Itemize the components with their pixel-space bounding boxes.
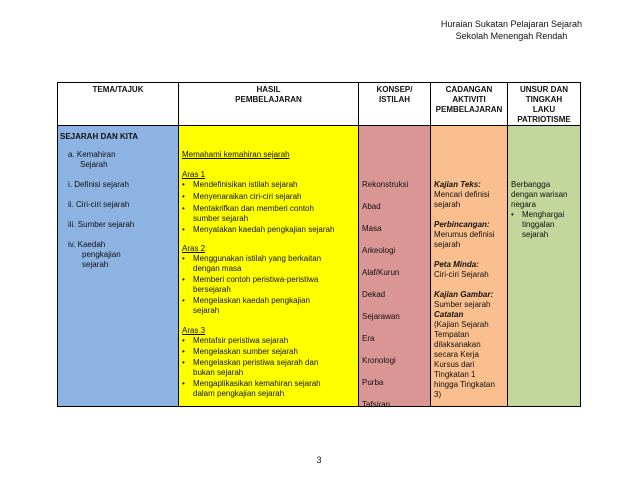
konsep-item: Purba (362, 378, 384, 387)
activity-text: Tingkatan 1 (434, 370, 476, 379)
aras-2-item-2-cont: bersejarah (193, 285, 231, 294)
hasil-heading: Memahami kemahiran sejarah (182, 150, 290, 159)
header-line-1: Huraian Sukatan Pelajaran Sejarah (440, 19, 582, 29)
konsep-item: Kronologi (362, 356, 396, 365)
aras-1-item-1: • Mendefinisikan istilah sejarah (193, 180, 298, 190)
activity-text: hingga Tingkatan (434, 380, 495, 389)
aras-2-item-3-cont: sejarah (193, 306, 220, 315)
aras-3-label: Aras 3 (182, 326, 206, 335)
document-header (441, 18, 582, 42)
page-number: 3 (316, 455, 322, 465)
aras-3-item-2: • Mengelaskan sumber sejarah (193, 347, 298, 357)
tema-iv-line1: iv. Kaedah (68, 240, 106, 249)
konsep-item: Sejarawan (362, 312, 400, 321)
aras-3-item-1: • Mentafsir peristiwa sejarah (193, 336, 288, 346)
activity-text: Kursus dari (434, 360, 475, 369)
activity-text: (Kajian Sejarah (434, 320, 489, 329)
tema-ii: ii. Ciri-ciri sejarah (68, 200, 130, 209)
tema-iii: iii. Sumber sejarah (68, 220, 135, 229)
col-header-hasil: HASIL PEMBELAJARAN (179, 83, 359, 126)
header-line-2: Sekolah Menengah Rendah (455, 31, 568, 41)
activity-text: secara Kerja (434, 350, 479, 359)
tema-i: i. Definisi sejarah (68, 180, 129, 189)
konsep-item: Dekad (362, 290, 386, 299)
aras-2-item-3: • Mengelaskan kaedah pengkajian (193, 296, 310, 306)
aras-1-item-3-cont: sumber sejarah (193, 214, 249, 223)
aras-2-item-1: • Menggunakan istilah yang berkaitan (193, 254, 321, 264)
col-header-unsur: UNSUR DAN TINGKAH LAKU PATRIOTISME (508, 83, 581, 126)
aras-1-label: Aras 1 (182, 170, 206, 179)
aras-1-item-2: • Menyenaraikan ciri-ciri sejarah (193, 192, 301, 202)
activity-text: Sumber sejarah (434, 300, 491, 309)
unsur-text: tinggalan (522, 220, 555, 229)
konsep-item: Abad (362, 202, 381, 211)
aras-3-item-3: • Mengelaskan peristiwa sejarah dan (193, 358, 318, 368)
tema-a-line1: a. Kemahiran (68, 150, 116, 159)
konsep-item: Tafsiran (362, 400, 391, 409)
aras-1-item-4: • Menyatakan kaedah pengkajian sejarah (193, 225, 334, 235)
activity-text: sejarah (434, 200, 461, 209)
aras-2-item-1-cont: dengan masa (193, 264, 242, 273)
activity-kajian-gambar: Kajian Gambar: (434, 290, 494, 299)
konsep-item: Arkeologi (362, 246, 396, 255)
aras-2-item-2: • Memberi contoh peristiwa-peristiwa (193, 275, 318, 285)
activity-catatan: Catatan (434, 310, 464, 319)
tema-a-line2: Sejarah (80, 160, 108, 169)
cadangan-cell (431, 126, 508, 407)
activity-text: sejarah (434, 240, 461, 249)
unsur-text: dengan warisan (511, 190, 568, 199)
col-header-cadangan: CADANGAN AKTIVITI PEMBELAJARAN (431, 83, 508, 126)
unsur-text: Berbangga (511, 180, 551, 189)
activity-kajian-teks: Kajian Teks: (434, 180, 481, 189)
tema-cell (58, 126, 179, 407)
konsep-item: Masa (362, 224, 382, 233)
unsur-text: negara (511, 200, 536, 209)
hasil-cell (179, 126, 359, 407)
syllabus-table (57, 82, 581, 407)
activity-peta-minda: Peta Minda: (434, 260, 479, 269)
tema-iv-line3: sejarah (82, 260, 109, 269)
unsur-text: sejarah (522, 230, 549, 239)
activity-text: dilaksanakan (434, 340, 481, 349)
activity-text: Tempatan (434, 330, 470, 339)
tema-title: SEJARAH DAN KITA (60, 132, 139, 141)
table-header-row (58, 83, 581, 126)
unsur-bullet-item: • Menghargai (522, 210, 564, 220)
activity-text: Merumus definisi (434, 230, 495, 239)
konsep-cell (359, 126, 431, 407)
aras-3-item-3-cont: bukan sejarah (193, 368, 244, 377)
col-header-tema: TEMA/TAJUK (58, 83, 179, 126)
konsep-item: Era (362, 334, 375, 343)
unsur-cell (508, 126, 581, 407)
aras-3-item-4-cont: dalam pengkajian sejarah (193, 389, 285, 398)
activity-perbincangan: Perbincangan: (434, 220, 490, 229)
aras-2-label: Aras 2 (182, 244, 206, 253)
activity-text: Mencari definisi (434, 190, 490, 199)
aras-3-item-4: • Mengaplikasikan kemahiran sejarah (193, 379, 321, 389)
aras-1-item-3: • Mentakrifkan dan memberi contoh (193, 204, 314, 214)
tema-iv-line2: pengkajian (82, 250, 121, 259)
activity-text: 3) (434, 390, 442, 399)
table-body-row (58, 126, 581, 407)
konsep-item: Rekonstruksi (362, 180, 409, 189)
konsep-item: Alaf/Kurun (362, 268, 400, 277)
col-header-konsep: KONSEP/ ISTILAH (359, 83, 431, 126)
activity-text: Ciri-ciri Sejarah (434, 270, 489, 279)
